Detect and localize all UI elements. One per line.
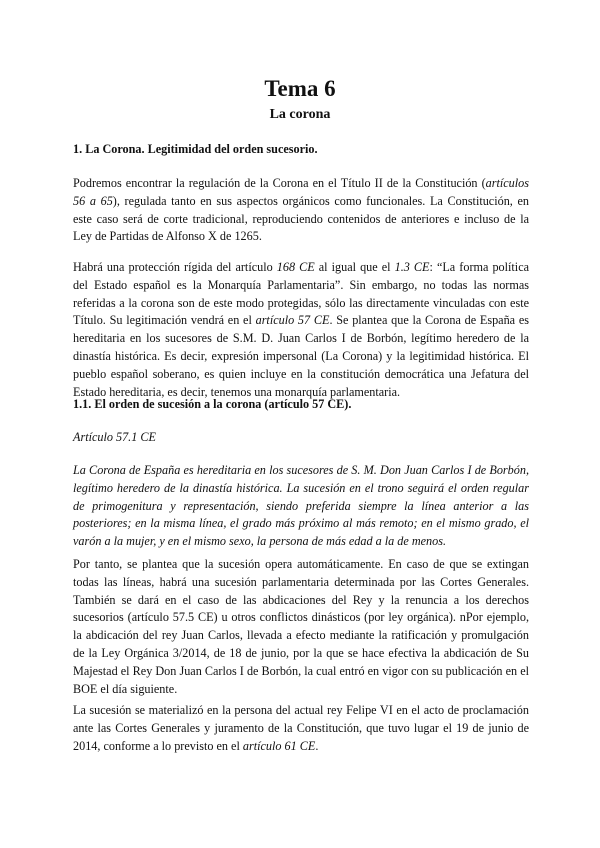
text-span: . Se plantea que la Corona de España es hereditaria en los sucesores de S.M. D. Juan Carlos I de Borbón, legítimo heredero de la dinastía histórica. Es decir, expresión impersonal (La Corona) y la legitimidad histórica. El pueblo español soberano, es quien incluye en la constitución democrática una Jefatura del Estado hereditaria, es decir, tenemos una monarquía parlamentaria. bbox=[73, 313, 529, 399]
article-reference: 1.3 CE bbox=[394, 260, 430, 274]
paragraph-1 bbox=[73, 175, 529, 246]
text-span: : “La forma política del Estado español es la Monarquía Parlamentaria”. Sin embargo, no todas las normas referidas a la corona son de este modo protegidas, sólo las directamente vinculadas con este Título. Su legitimación vendrá en el bbox=[73, 260, 530, 328]
paragraph-3: Por tanto, se plantea que la sucesión opera automáticamente. En caso de que se extingan todas las líneas, habrá una sucesión parlamentaria determinada por las Cortes Generales. También se dará en el caso de las abdicaciones del Rey y la renuncia a los derechos sucesorios (artículo 57.5 CE) u otros conflictos dinásticos (por ley orgánica). nPor ejemplo, la abdicación del rey Juan Carlos, llevada a efecto mediante la ratificación y promulgación de la Ley Orgánica 3/2014, de 18 de junio, por la que se hace efectiva la abdicación de Su Majestad el Rey Don Juan Carlos I de Borbón, la cual entró en vigor con su publicación en el BOE el día siguiente. bbox=[73, 557, 529, 696]
page-title: Tema 6 bbox=[264, 76, 336, 101]
text-span: Podremos encontrar la regulación de la Corona en el Título II de la Constitución ( bbox=[73, 176, 486, 190]
text-span: . bbox=[315, 738, 319, 753]
paragraph-4 bbox=[73, 702, 529, 755]
article-quote: La Corona de España es hereditaria en los sucesores de S. M. Don Juan Carlos I de Borbón, legítimo heredero de la dinastía histórica. La sucesión en el trono seguirá el orden regular de primogenitura y representación, siendo preferida siempre la línea anterior a las posteriores; en la misma línea, el grado más próximo al más remoto; en el mismo grado, el varón a la mujer, y en el mismo sexo, la persona de más edad a la de menos. bbox=[73, 463, 529, 549]
section-heading-1: 1. La Corona. Legitimidad del orden sucesorio. bbox=[73, 142, 318, 156]
text-span: al igual que el bbox=[314, 260, 395, 274]
article-reference: artículos 56 a 65 bbox=[73, 176, 529, 208]
text-span: La sucesión se materializó en la persona del actual rey Felipe VI en el acto de proclamación ante las Cortes Generales y juramento de la Constitución, que tuvo lugar el 19 de junio de 2014, conforme a lo previsto en el bbox=[73, 703, 529, 753]
text-span: ), regulada tanto en sus aspectos orgánicos como funcionales. La Constitución, en este caso será de corte tradicional, reproduciendo contenidos de anteriores e incluso de la Ley de Partidas de Alfonso X de 1265. bbox=[73, 193, 530, 244]
section-heading-2: 1.1. El orden de sucesión a la corona (artículo 57 CE). bbox=[73, 397, 352, 411]
article-label: Artículo 57.1 CE bbox=[73, 430, 156, 444]
text-span: Habrá una protección rígida del artículo bbox=[73, 260, 277, 274]
page-subtitle: La corona bbox=[269, 107, 331, 122]
article-reference: artículo 61 CE bbox=[242, 738, 316, 753]
paragraph-2 bbox=[73, 259, 529, 401]
article-reference: 168 CE bbox=[276, 260, 315, 274]
article-reference: artículo 57 CE bbox=[255, 313, 330, 328]
